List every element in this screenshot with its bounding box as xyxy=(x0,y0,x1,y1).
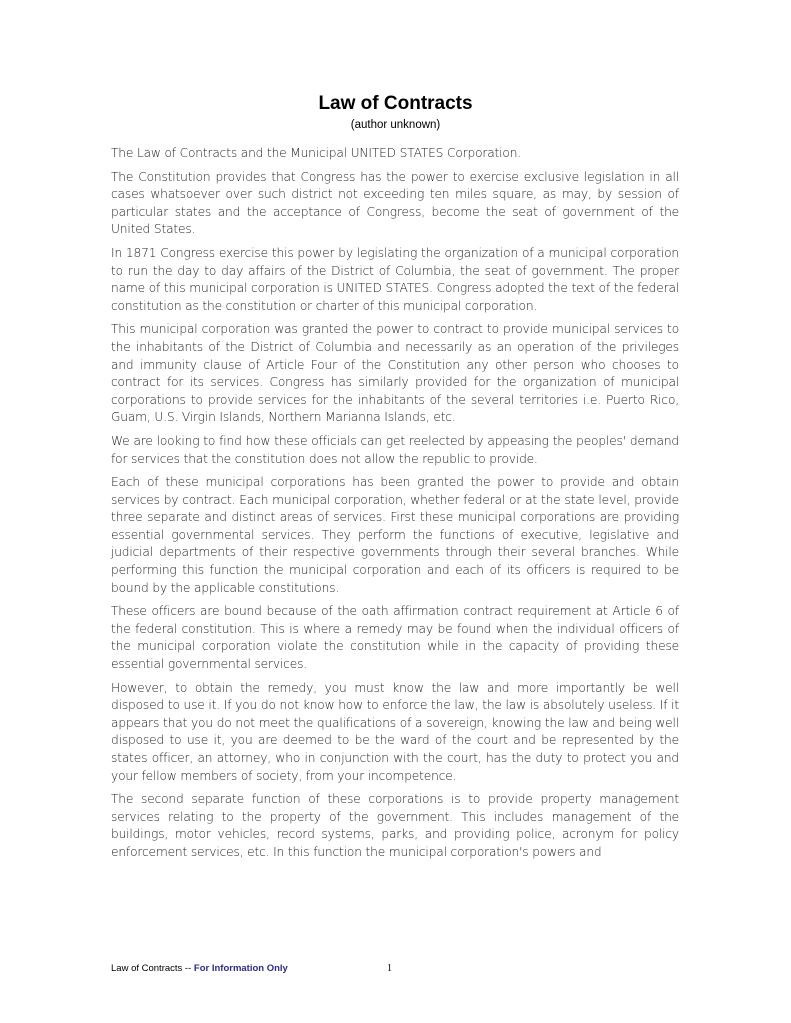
document-title: Law of Contracts xyxy=(318,93,473,114)
paragraph: We are looking to find how these officials can get reelected by appeasing the peoples' demand for services that the constitution does not allow the republic to provide. xyxy=(111,433,679,466)
paragraph: These officers are bound because of the oath affirmation contract requirement at Article 6 of the federal constitution. This is where a remedy may be found when the individual officers of the municipal corporation violate the constitution while in the capacity of providing these essential governmental services. xyxy=(111,604,679,672)
paragraph: However, to obtain the remedy, you must know the law and more importantly be well disposed to use it. If you do not know how to enforce the law, the law is absolutely useless. If it appears that you do not meet the qualifications of a sovereign, knowing the law and being well disposed to use it, you are deemed to be the ward of the court and be represented by the states officer, an attorney, who in conjunction with the court, has the duty to protect you and your fellow members of society, from your incompetence. xyxy=(111,680,679,783)
paragraph: Each of these municipal corporations has been granted the power to provide and obtain services by contract. Each municipal corporation, whether federal or at the state level, provide three separate and distinct areas of services. First these municipal corporations are providing essential governmental services. They perform the functions of executive, legislative and judicial departments of their respective governments through their several branches. While performing this function the municipal corporation and each of its officers is required to be bound by the applicable constitutions. xyxy=(111,475,679,595)
document-body xyxy=(111,145,679,868)
page-number: 1 xyxy=(387,963,392,974)
paragraph: The Law of Contracts and the Municipal UNITED STATES Corporation. xyxy=(111,146,522,160)
paragraph: The Constitution provides that Congress has the power to exercise exclusive legislation in all cases whatsoever over such district not exceeding ten miles square, as may, by session of particular states and the acceptance of Congress, become the seat of government of the United States. xyxy=(111,169,679,237)
footer-doc-name: Law of Contracts -- xyxy=(111,963,192,974)
paragraph: In 1871 Congress exercise this power by legislating the organization of a municipal corporation to run the day to day affairs of the District of Columbia, the seat of government. The proper name of this municipal corporation is UNITED STATES. Congress adopted the text of the federal constitution as the constitution or charter of this municipal corporation. xyxy=(111,245,679,313)
page-footer xyxy=(111,963,288,975)
paragraph: This municipal corporation was granted the power to contract to provide municipal services to the inhabitants of the District of Columbia and necessarily as an operation of the privileges and immunity clause of Article Four of the Constitution any other person who chooses to contract for its services. Congress has similarly provided for the organization of municipal corporations to provide services for the inhabitants of the several territories i.e. Puerto Rico, Guam, U.S. Virgin Islands, Northern Marianna Islands, etc. xyxy=(111,322,679,425)
document-author: (author unknown) xyxy=(350,119,441,131)
footer-info-label: For Information Only xyxy=(193,963,288,974)
paragraph: The second separate function of these corporations is to provide property management services relating to the property of the government. This includes management of the buildings, motor vehicles, record systems, parks, and providing police, acronym for policy enforcement services, etc. In this function the municipal corporation's powers and xyxy=(111,792,679,859)
